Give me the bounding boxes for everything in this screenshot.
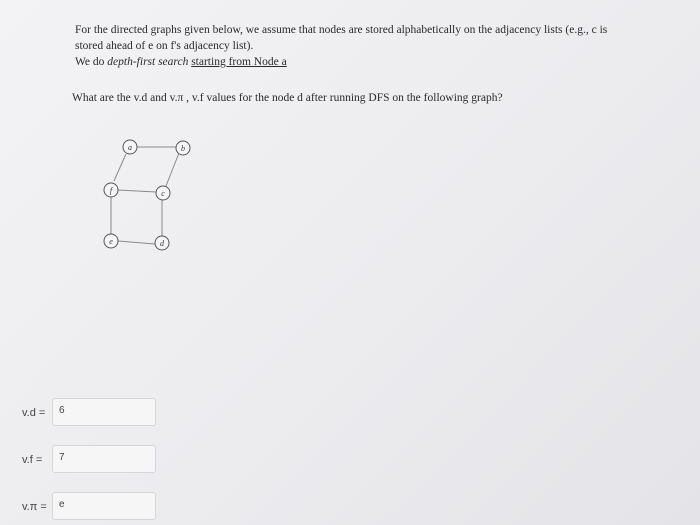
edge-b-c	[166, 153, 179, 186]
edge-a-f	[114, 154, 126, 181]
node-a	[123, 140, 137, 154]
node-c	[156, 186, 170, 200]
question-prompt: What are the v.d and v.π , v.f values for the node d after running DFS on the following graph?	[72, 92, 503, 104]
answer-label-vf: v.f =	[22, 454, 43, 466]
dfs-term: depth-first search	[107, 56, 189, 68]
question-line-1: For the directed graphs given below, we assume that nodes are stored alphabetically on the adjacency lists (e.g., c is	[75, 24, 608, 36]
question-line-2: stored ahead of e on f's adjacency list).	[75, 40, 254, 52]
node-f-label: f	[109, 186, 113, 195]
line3-prefix: We do	[75, 56, 108, 68]
node-c-label: c	[161, 189, 165, 198]
edge-e-d	[118, 241, 155, 244]
vpi-input[interactable]: e	[52, 492, 156, 520]
node-d-label: d	[160, 239, 164, 248]
node-e-label: e	[109, 237, 113, 246]
node-a-label: a	[128, 143, 132, 152]
vf-input[interactable]: 7	[52, 445, 156, 473]
vd-input[interactable]: 6	[52, 398, 156, 426]
node-e	[104, 234, 118, 248]
answer-label-vpi: v.π =	[22, 501, 47, 513]
node-b	[176, 141, 190, 155]
node-f	[104, 183, 118, 197]
node-d	[155, 236, 169, 250]
start-node-text: starting from Node a	[191, 56, 287, 68]
node-b-label: b	[181, 144, 185, 153]
answer-label-vd: v.d =	[22, 407, 46, 419]
edge-f-c	[118, 190, 156, 192]
